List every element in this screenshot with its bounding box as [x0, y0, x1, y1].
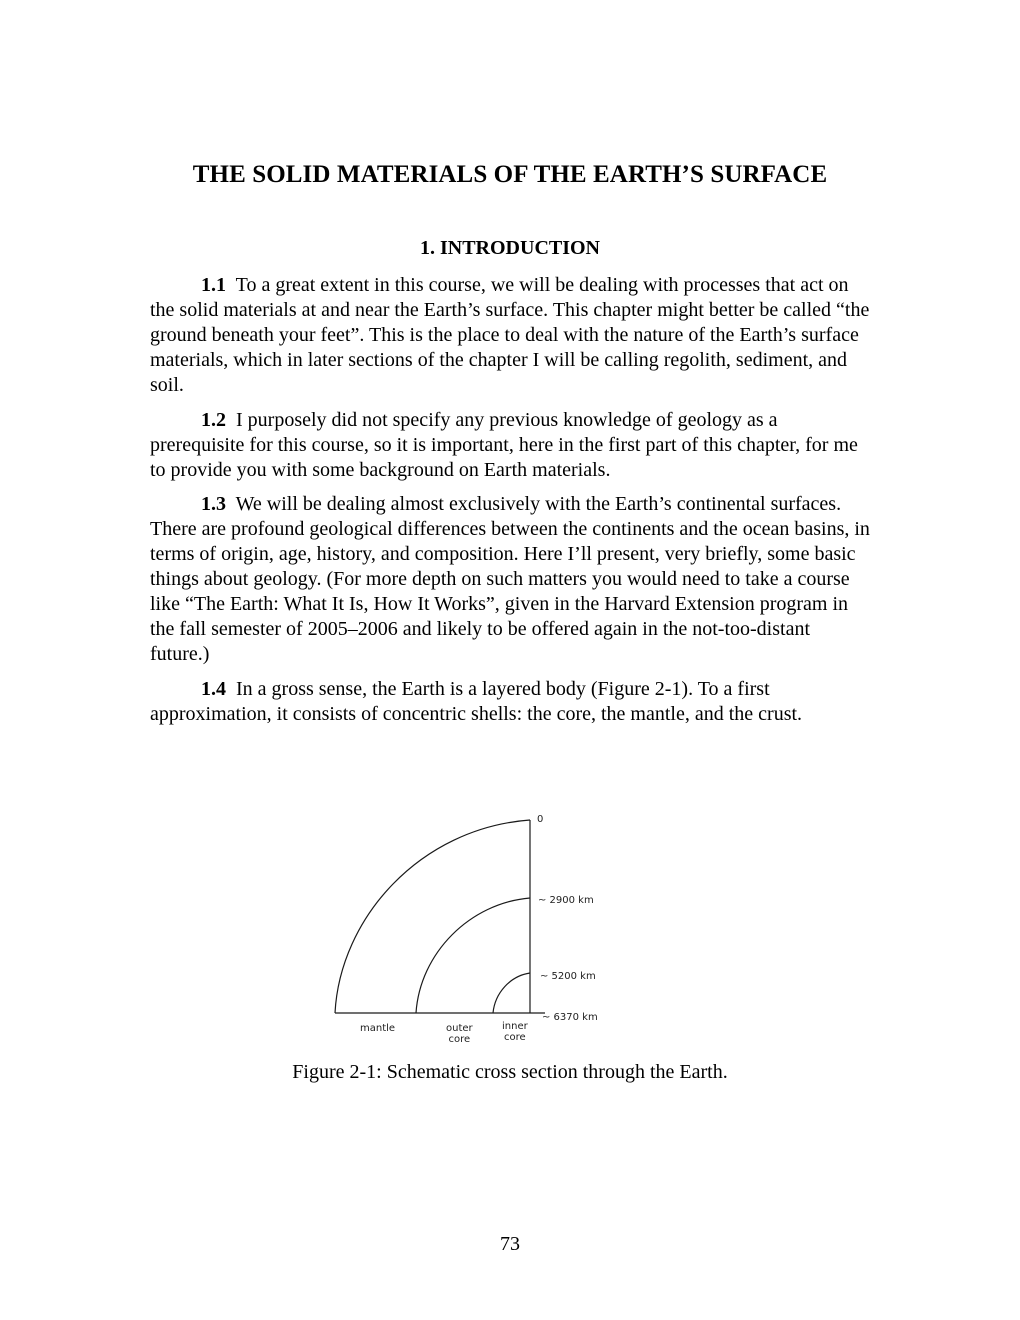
- layer-label-inner-core: inner core: [502, 1021, 528, 1043]
- figure-caption: Figure 2-1: Schematic cross section through the Earth.: [292, 1061, 728, 1083]
- core-mantle-boundary-arc: [416, 898, 530, 1013]
- earth-surface-arc: [335, 820, 530, 1013]
- paragraph-text: We will be dealing almost exclusively with the Earth’s continental surfaces. There are profound geological differences between the continents and the ocean basins, in terms of origin, age, history, and composition. Here I’ll present, very briefly, some basic things about geology. (For more depth on such matters you would need to take a course like “The Earth: What It Is, How It Works”, given in the Harvard Extension program in the fall semester of 2005–2006 and likely to be offered again in the not-too-distant future.): [150, 493, 870, 665]
- layer-label-mantle: mantle: [360, 1023, 396, 1034]
- paragraph-text: I purposely did not specify any previous knowledge of geology as a prerequisite for this course, so it is important, here in the first part of this chapter, for me to provide you with some background on Earth materials.: [150, 409, 858, 481]
- page-title: THE SOLID MATERIALS OF THE EARTH’S SURFACE: [192, 161, 828, 188]
- paragraph-number: 1.4: [201, 678, 226, 700]
- depth-label-surface: 0: [537, 814, 544, 825]
- page-number: 73: [500, 1233, 520, 1255]
- depth-label-inner-core-boundary: ~ 5200 km: [540, 971, 596, 982]
- paragraph-number: 1.2: [201, 409, 226, 431]
- depth-label-center: ~ 6370 km: [542, 1012, 598, 1023]
- paragraph-1-1: [150, 273, 872, 398]
- section-heading: 1. INTRODUCTION: [419, 237, 601, 259]
- inner-core-boundary-arc: [493, 973, 530, 1013]
- layer-label-outer-core: outer core: [446, 1023, 473, 1045]
- paragraph-number: 1.1: [201, 274, 226, 296]
- paragraph-text: To a great extent in this course, we will be dealing with processes that act on the solid materials at and near the Earth’s surface. This chapter might better be called “the ground beneath your feet”. This is the place to deal with the nature of the Earth’s surface materials, which in later sections of the chapter I will be calling regolith, sediment, and soil.: [150, 274, 870, 396]
- paragraph-1-3: [150, 492, 872, 667]
- depth-label-core-mantle-boundary: ~ 2900 km: [538, 895, 594, 906]
- paragraph-number: 1.3: [201, 493, 226, 515]
- paragraph-text: In a gross sense, the Earth is a layered body (Figure 2-1). To a first approximation, it consists of concentric shells: the core, the mantle, and the crust.: [150, 678, 803, 725]
- paragraph-1-2: [150, 408, 872, 483]
- earth-cross-section-figure: [330, 808, 610, 1053]
- paragraph-1-4: [150, 677, 872, 727]
